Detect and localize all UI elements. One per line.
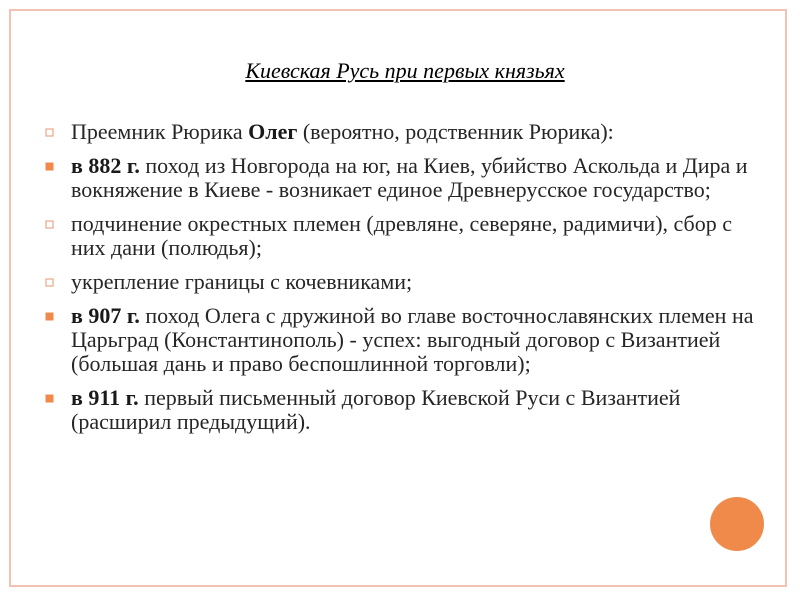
bullet-outline-icon	[45, 220, 54, 229]
bullet-list	[45, 120, 765, 444]
decorative-circle	[710, 497, 764, 551]
list-item	[45, 270, 765, 294]
item-text: (вероятно, родственник Рюрика):	[297, 119, 614, 144]
list-item	[45, 212, 765, 260]
bullet-outline-icon	[45, 278, 54, 287]
item-bold: Олег	[248, 119, 298, 144]
slide-title: Киевская Русь при первых князьях	[245, 58, 565, 83]
item-text: поход Олега с дружиной во главе восточнославянских племен на Царьград (Константинополь) - успех: выгодный договор с Византией (большая дань и право беспошлинной торговли);	[71, 303, 754, 376]
bullet-outline-icon	[45, 128, 54, 137]
list-item	[45, 154, 765, 202]
list-item	[45, 120, 765, 144]
item-text: поход из Новгорода на юг, на Киев, убийство Аскольда и Дира и вокняжение в Киеве - возникает единое Древнерусское государство;	[71, 153, 748, 202]
item-bold: в 911 г.	[71, 385, 139, 410]
item-text: укрепление границы с кочевниками;	[71, 269, 413, 294]
bullet-filled-icon	[45, 312, 54, 321]
item-prefix: Преемник Рюрика	[71, 119, 249, 144]
item-bold: в 882 г.	[71, 153, 140, 178]
list-item	[45, 304, 765, 376]
bullet-filled-icon	[45, 162, 54, 171]
item-text: первый письменный договор Киевской Руси с Византией (расширил предыдущий).	[71, 385, 681, 434]
item-text: подчинение окрестных племен (древляне, северяне, радимичи), сбор с них дани (полюдья);	[71, 211, 733, 260]
bullet-filled-icon	[45, 394, 54, 403]
item-bold: в 907 г.	[71, 303, 140, 328]
list-item	[45, 386, 765, 434]
